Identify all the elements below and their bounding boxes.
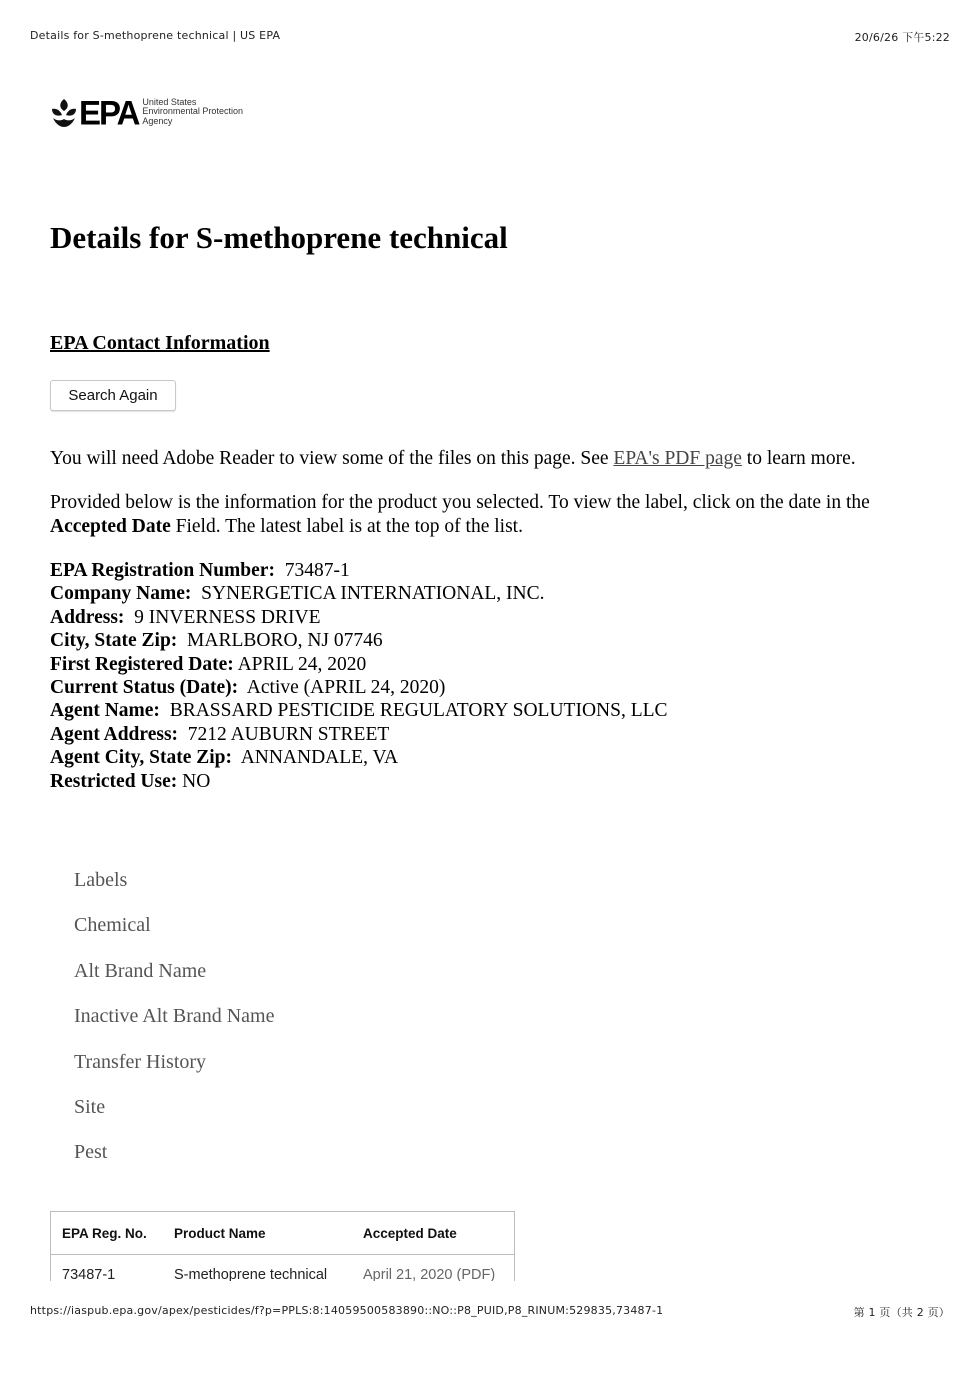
detail-label: First Registered Date:	[50, 653, 234, 675]
tab-alt-brand-name[interactable]: Alt Brand Name	[74, 959, 207, 982]
detail-row	[50, 629, 930, 652]
logo-agency-line: United States	[142, 96, 197, 107]
detail-row	[50, 582, 930, 605]
detail-row	[50, 723, 930, 746]
print-header	[30, 29, 950, 45]
detail-label: Agent Name:	[50, 700, 160, 722]
tab-pest[interactable]: Pest	[74, 1141, 108, 1164]
epa-flower-icon	[50, 98, 78, 128]
print-page-title: Details for S-methoprene technical | US EPA	[30, 29, 281, 42]
intro-text: Provided below is the information for the product you selected. To view the label, click on the date in the	[50, 492, 870, 513]
intro-text: Field. The latest label is at the top of the list.	[170, 516, 523, 537]
intro-paragraph	[50, 491, 940, 539]
detail-label: Current Status (Date):	[50, 677, 239, 699]
epa-logo[interactable]	[50, 93, 243, 132]
epa-contact-link[interactable]: EPA Contact Information	[50, 332, 270, 354]
tab-chemical[interactable]: Chemical	[74, 914, 151, 937]
logo-agency-line: Agency	[142, 115, 173, 126]
detail-row	[50, 746, 930, 769]
column-header[interactable]: Accepted Date	[352, 1212, 514, 1255]
detail-label: Restricted Use:	[50, 770, 178, 792]
print-footer	[30, 1304, 950, 1320]
detail-row	[50, 699, 930, 722]
reg-number-cell: 73487-1	[62, 1267, 116, 1281]
detail-label: Agent Address:	[50, 723, 179, 745]
logo-agency-line: Environmental Protection	[142, 106, 243, 117]
detail-value: 73487-1	[284, 560, 350, 581]
detail-row	[50, 770, 930, 793]
detail-row	[50, 653, 930, 676]
detail-value: SYNERGETICA INTERNATIONAL, INC.	[201, 583, 545, 605]
product-name-cell: S-methoprene technical	[174, 1267, 328, 1281]
detail-value: Active (APRIL 24, 2020)	[246, 677, 446, 699]
column-header[interactable]: EPA Reg. No.	[51, 1212, 163, 1255]
logo-wordmark: EPA	[79, 93, 139, 132]
tab-labels[interactable]: Labels	[74, 869, 128, 891]
detail-label: Agent City, State Zip:	[50, 747, 232, 769]
column-header[interactable]: Product Name	[163, 1212, 352, 1255]
print-page-number: 第 1 页（共 2 页）	[853, 1306, 950, 1319]
detail-value: NO	[182, 770, 211, 792]
section-tabs	[74, 866, 275, 1184]
detail-value: 7212 AUBURN STREET	[187, 723, 390, 745]
labels-table	[50, 1211, 515, 1281]
detail-label: Company Name:	[50, 583, 192, 605]
table-header-row	[51, 1212, 514, 1255]
notice-text: to learn more.	[741, 448, 856, 469]
detail-label: Address:	[50, 606, 125, 628]
detail-value: ANNANDALE, VA	[240, 747, 399, 769]
detail-row	[50, 676, 930, 699]
tab-inactive-alt-brand-name[interactable]: Inactive Alt Brand Name	[74, 1005, 275, 1028]
detail-row	[50, 606, 930, 629]
tab-site[interactable]: Site	[74, 1095, 106, 1118]
intro-bold: Accepted Date	[50, 516, 171, 537]
detail-label: EPA Registration Number:	[50, 560, 275, 581]
print-url: https://iaspub.epa.gov/apex/pesticides/f?p=PPLS:8:14059500583890::NO::P8_PUID,P8_RINUM:529835,73487-1	[30, 1304, 664, 1317]
print-datetime: 20/6/26 下午5:22	[854, 31, 950, 44]
detail-label: City, State Zip:	[50, 630, 178, 652]
accepted-date-link[interactable]: April 21, 2020 (PDF)	[363, 1267, 496, 1281]
detail-value: MARLBORO, NJ 07746	[187, 630, 383, 652]
detail-value: BRASSARD PESTICIDE REGULATORY SOLUTIONS, LLC	[169, 700, 668, 722]
product-details	[50, 559, 930, 793]
detail-row	[50, 559, 930, 582]
page-title: Details for S-methoprene technical	[50, 220, 508, 255]
notice-text: You will need Adobe Reader to view some of the files on this page. See	[50, 448, 614, 469]
tab-transfer-history[interactable]: Transfer History	[74, 1050, 207, 1073]
detail-value: APRIL 24, 2020	[237, 653, 367, 675]
adobe-reader-notice	[50, 447, 940, 471]
search-again-button[interactable]: Search Again	[50, 380, 176, 411]
table-row	[51, 1255, 514, 1282]
pdf-page-link[interactable]: EPA's PDF page	[613, 448, 742, 469]
logo-agency-name	[142, 98, 243, 127]
detail-value: 9 INVERNESS DRIVE	[134, 606, 321, 628]
